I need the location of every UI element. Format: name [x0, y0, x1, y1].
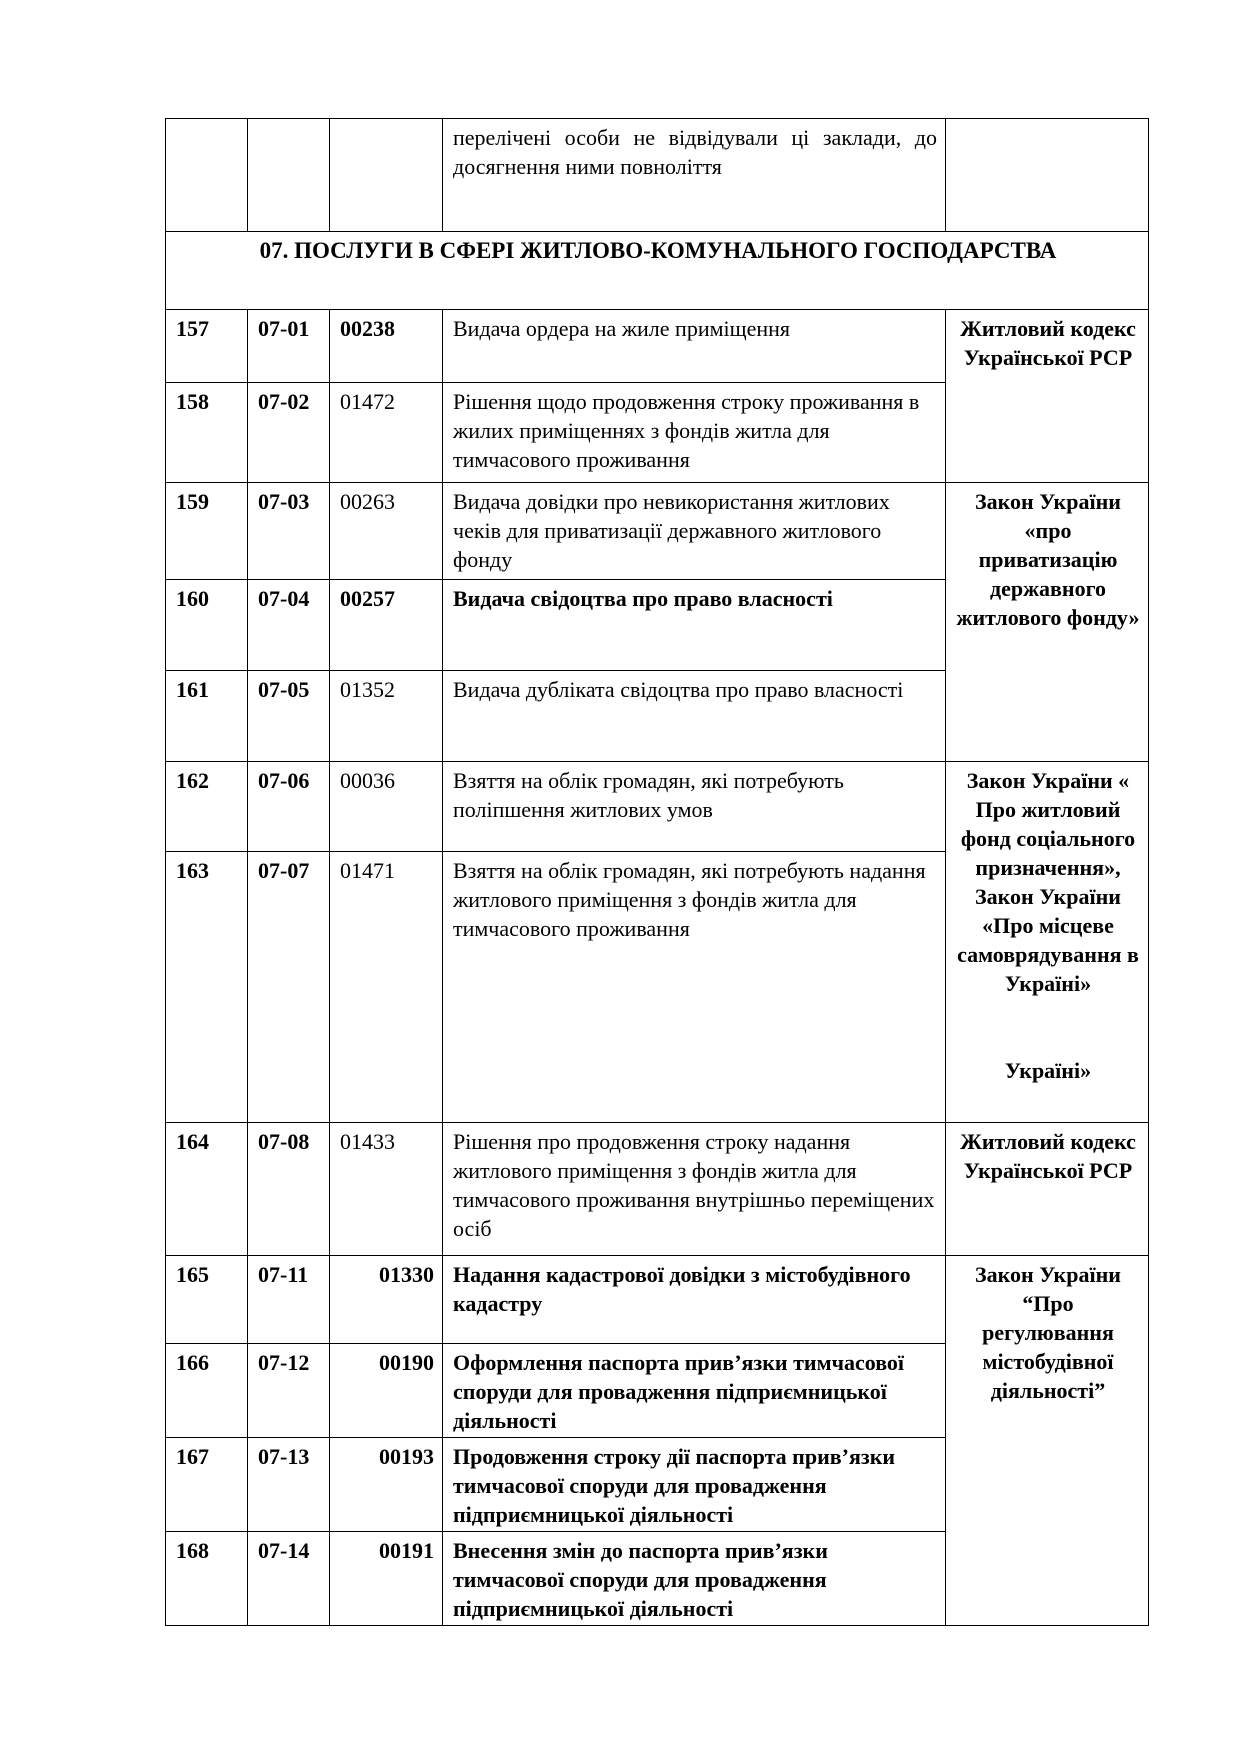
row-description: Взяття на облік громадян, які потребують надання житлового приміщення з фондів житла для тимчасового проживання — [443, 852, 946, 1123]
row-description: Взяття на облік громадян, які потребують поліпшення житлових умов — [443, 762, 946, 852]
row-code: 07-03 — [248, 483, 330, 580]
row-id: 00190 — [330, 1344, 443, 1438]
row-description: Видача дубліката свідоцтва про право власності — [443, 671, 946, 762]
row-id: 00193 — [330, 1438, 443, 1532]
cell-empty — [330, 119, 443, 232]
cell-empty — [166, 119, 248, 232]
table-row — [166, 483, 1149, 580]
row-code: 07-05 — [248, 671, 330, 762]
row-description: Видача довідки про невикористання житлових чеків для приватизації державного житлового фонду — [443, 483, 946, 580]
row-id: 01330 — [330, 1256, 443, 1344]
cell-empty — [248, 119, 330, 232]
row-code: 07-06 — [248, 762, 330, 852]
row-code: 07-04 — [248, 580, 330, 671]
row-description: Надання кадастрової довідки з містобудівного кадастру — [443, 1256, 946, 1344]
row-number: 167 — [166, 1438, 248, 1532]
row-number: 157 — [166, 310, 248, 383]
row-number: 159 — [166, 483, 248, 580]
row-code: 07-07 — [248, 852, 330, 1123]
continuation-row — [166, 119, 1149, 232]
row-id: 00238 — [330, 310, 443, 383]
table-row — [166, 1123, 1149, 1256]
law-housing-code: Житловий кодекс Української РСР — [946, 310, 1149, 483]
row-number: 168 — [166, 1532, 248, 1626]
row-code: 07-14 — [248, 1532, 330, 1626]
table-row — [166, 310, 1149, 383]
table-row — [166, 762, 1149, 852]
row-id: 01472 — [330, 383, 443, 483]
row-number: 162 — [166, 762, 248, 852]
row-number: 166 — [166, 1344, 248, 1438]
row-id: 00263 — [330, 483, 443, 580]
table-row — [166, 1256, 1149, 1344]
row-description: Продовження строку дії паспорта прив’язки тимчасової споруди для провадження підприємницької діяльності — [443, 1438, 946, 1532]
row-code: 07-01 — [248, 310, 330, 383]
row-id: 01352 — [330, 671, 443, 762]
section-title: 07. ПОСЛУГИ В СФЕРІ ЖИТЛОВО-КОМУНАЛЬНОГО ГОСПОДАРСТВА — [166, 232, 1149, 310]
row-number: 164 — [166, 1123, 248, 1256]
section-header-row — [166, 232, 1149, 310]
row-code: 07-11 — [248, 1256, 330, 1344]
law-urban-planning: Закон України “Про регулювання містобудівної діяльності” — [946, 1256, 1149, 1626]
row-number: 158 — [166, 383, 248, 483]
row-description: Рішення щодо продовження строку проживання в жилих приміщеннях з фондів житла для тимчасового проживання — [443, 383, 946, 483]
row-number: 163 — [166, 852, 248, 1123]
row-code: 07-08 — [248, 1123, 330, 1256]
row-description: Видача свідоцтва про право власності — [443, 580, 946, 671]
law-housing-code: Житловий кодекс Української РСР — [946, 1123, 1149, 1256]
row-description: Видача ордера на жиле приміщення — [443, 310, 946, 383]
row-number: 165 — [166, 1256, 248, 1344]
row-id: 00036 — [330, 762, 443, 852]
row-id: 00257 — [330, 580, 443, 671]
row-description: Внесення змін до паспорта прив’язки тимчасової споруди для провадження підприємницької діяльності — [443, 1532, 946, 1626]
services-table — [165, 118, 1149, 1626]
row-number: 161 — [166, 671, 248, 762]
row-id: 01433 — [330, 1123, 443, 1256]
row-description: Рішення про продовження строку надання житлового приміщення з фондів житла для тимчасового проживання внутрішньо переміщених осіб — [443, 1123, 946, 1256]
row-id: 00191 — [330, 1532, 443, 1626]
law-social-fund — [946, 762, 1149, 1123]
row-number: 160 — [166, 580, 248, 671]
row-id: 01471 — [330, 852, 443, 1123]
row-description: Оформлення паспорта прив’язки тимчасової споруди для провадження підприємницької діяльності — [443, 1344, 946, 1438]
continuation-text: перелічені особи не відвідували ці заклади, до досягнення ними повноліття — [443, 119, 946, 232]
row-code: 07-02 — [248, 383, 330, 483]
law-privatization: Закон України «про приватизацію державного житлового фонду» — [946, 483, 1149, 762]
law-social-fund-text: Закон України « Про житловий фонд соціального призначення», Закон України «Про місцеве самоврядування в Україні» Україні» — [957, 768, 1139, 1083]
row-code: 07-13 — [248, 1438, 330, 1532]
cell-empty — [946, 119, 1149, 232]
row-code: 07-12 — [248, 1344, 330, 1438]
